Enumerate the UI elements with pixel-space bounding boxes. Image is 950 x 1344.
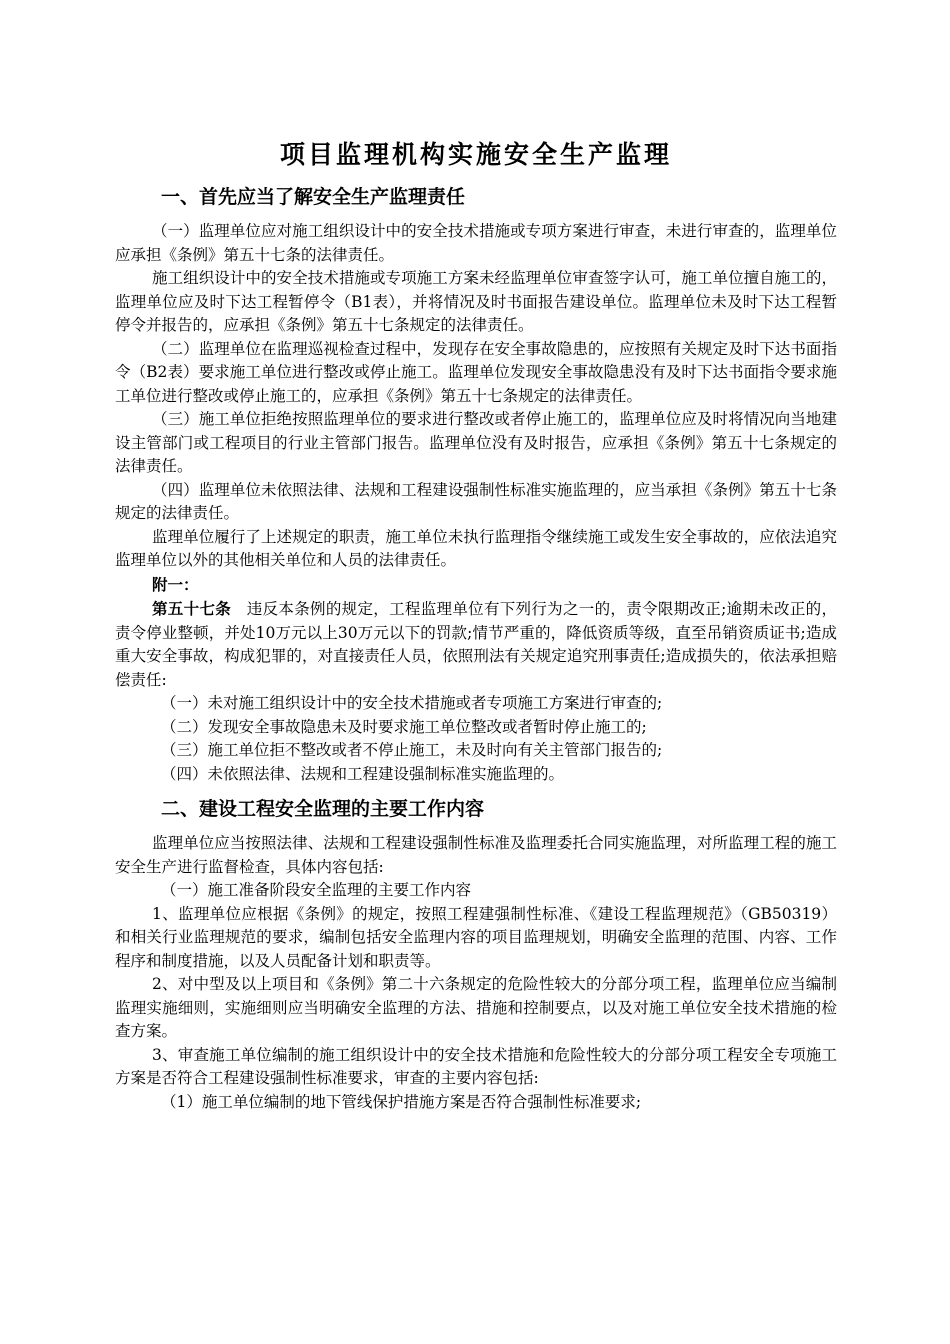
section-1-paragraph: 监理单位履行了上述规定的职责，施工单位未执行监理指令继续施工或发生安全事故的，应依法追究监理单位以外的其他相关单位和人员的法律责任。: [115, 527, 837, 569]
section-1-paragraph: （四）监理单位未依照法律、法规和工程建设强制性标准实施监理的，应当承担《条例》第五十七条规定的法律责任。: [115, 480, 837, 522]
article-item: （三）施工单位拒不整改或者不停止施工，未及时向有关主管部门报告的;: [161, 741, 663, 759]
document-title: 项目监理机构实施安全生产监理: [279, 140, 672, 169]
section-2-paragraph: 1、监理单位应根据《条例》的规定，按照工程建强制性标准、《建设工程监理规范》（GB50319）和相关行业监理规范的要求，编制包括安全监理内容的项目监理规划，明确安全监理的范围、内容、工作程序和制度措施，以及人员配备计划和职责等。: [115, 904, 837, 970]
section-2-paragraph: （1）施工单位编制的地下管线保护措施方案是否符合强制性标准要求;: [161, 1092, 642, 1111]
section-2-subheading: （一）施工准备阶段安全监理的主要工作内容: [161, 881, 472, 899]
article-item: （二）发现安全事故隐患未及时要求施工单位整改或者暂时停止施工的;: [161, 717, 647, 736]
section-2-paragraph: 2、对中型及以上项目和《条例》第二十六条规定的危险性较大的分部分项工程，监理单位应当编制监理实施细则，实施细则应当明确安全监理的方法、措施和控制要点，以及对施工单位安全技术措施的检查方案。: [115, 975, 837, 1040]
article-item: （四）未依照法律、法规和工程建设强制标准实施监理的。: [161, 764, 565, 783]
section-1-paragraph: （二）监理单位在监理巡视检查过程中，发现存在安全事故隐患的，应按照有关规定及时下达书面指令（B2表）要求施工单位进行整改或停止施工。监理单位发现安全事故隐患没有及时下达书面指令要求施工单位进行整改或停止施工的，应承担《条例》第五十七条规定的法律责任。: [115, 339, 837, 405]
section-1-paragraph: （一）监理单位应对施工组织设计中的安全技术措施或专项方案进行审查，未进行审查的，监理单位应承担《条例》第五十七条的法律责任。: [115, 222, 837, 264]
section-1-paragraph: （三）施工单位拒绝按照监理单位的要求进行整改或者停止施工的，监理单位应及时将情况向当地建设主管部门或工程项目的行业主管部门报告。监理单位没有及时报告，应承担《条例》第五十七条规定的法律责任。: [115, 410, 837, 475]
appendix-label: 附一：: [152, 574, 199, 594]
section-1-heading: 一、首先应当了解安全生产监理责任: [161, 186, 466, 208]
section-2-paragraph: 3、审查施工单位编制的施工组织设计中的安全技术措施和危险性较大的分部分项工程安全专项施工方案是否符合工程建设强制性标准要求，审查的主要内容包括:: [115, 1045, 837, 1087]
section-2-paragraph: 监理单位应当按照法律、法规和工程建设强制性标准及监理委托合同实施监理，对所监理工程的施工安全生产进行监督检查，具体内容包括:: [115, 834, 837, 876]
section-1-paragraph: 施工组织设计中的安全技术措施或专项施工方案未经监理单位审查签字认可，施工单位擅自施工的，监理单位应及时下达工程暂停令（B1表），并将情况及时书面报告建设单位。监理单位未及时下达工程暂停令并报告的，应承担《条例》第五十七条规定的法律责任。: [115, 269, 837, 334]
article-item: （一）未对施工组织设计中的安全技术措施或者专项施工方案进行审查的;: [161, 694, 663, 712]
article-label: 第五十七条: [152, 599, 232, 618]
article-57-paragraph: [115, 597, 837, 692]
article-text: 违反本条例的规定，工程监理单位有下列行为之一的，责令限期改正;逾期未改正的，责令停业整顿，并处10万元以上30万元以下的罚款;情节严重的，降低资质等级，直至吊销资质证书;造成重大安全事故，构成犯罪的，对直接责任人员，依照刑法有关规定追究刑事责任;造成损失的，依法承担赔偿责任:: [115, 600, 837, 689]
section-2-heading: 二、建设工程安全监理的主要工作内容: [161, 798, 485, 820]
document-body: [115, 140, 837, 1114]
appendix-label-paragraph: [115, 573, 837, 598]
